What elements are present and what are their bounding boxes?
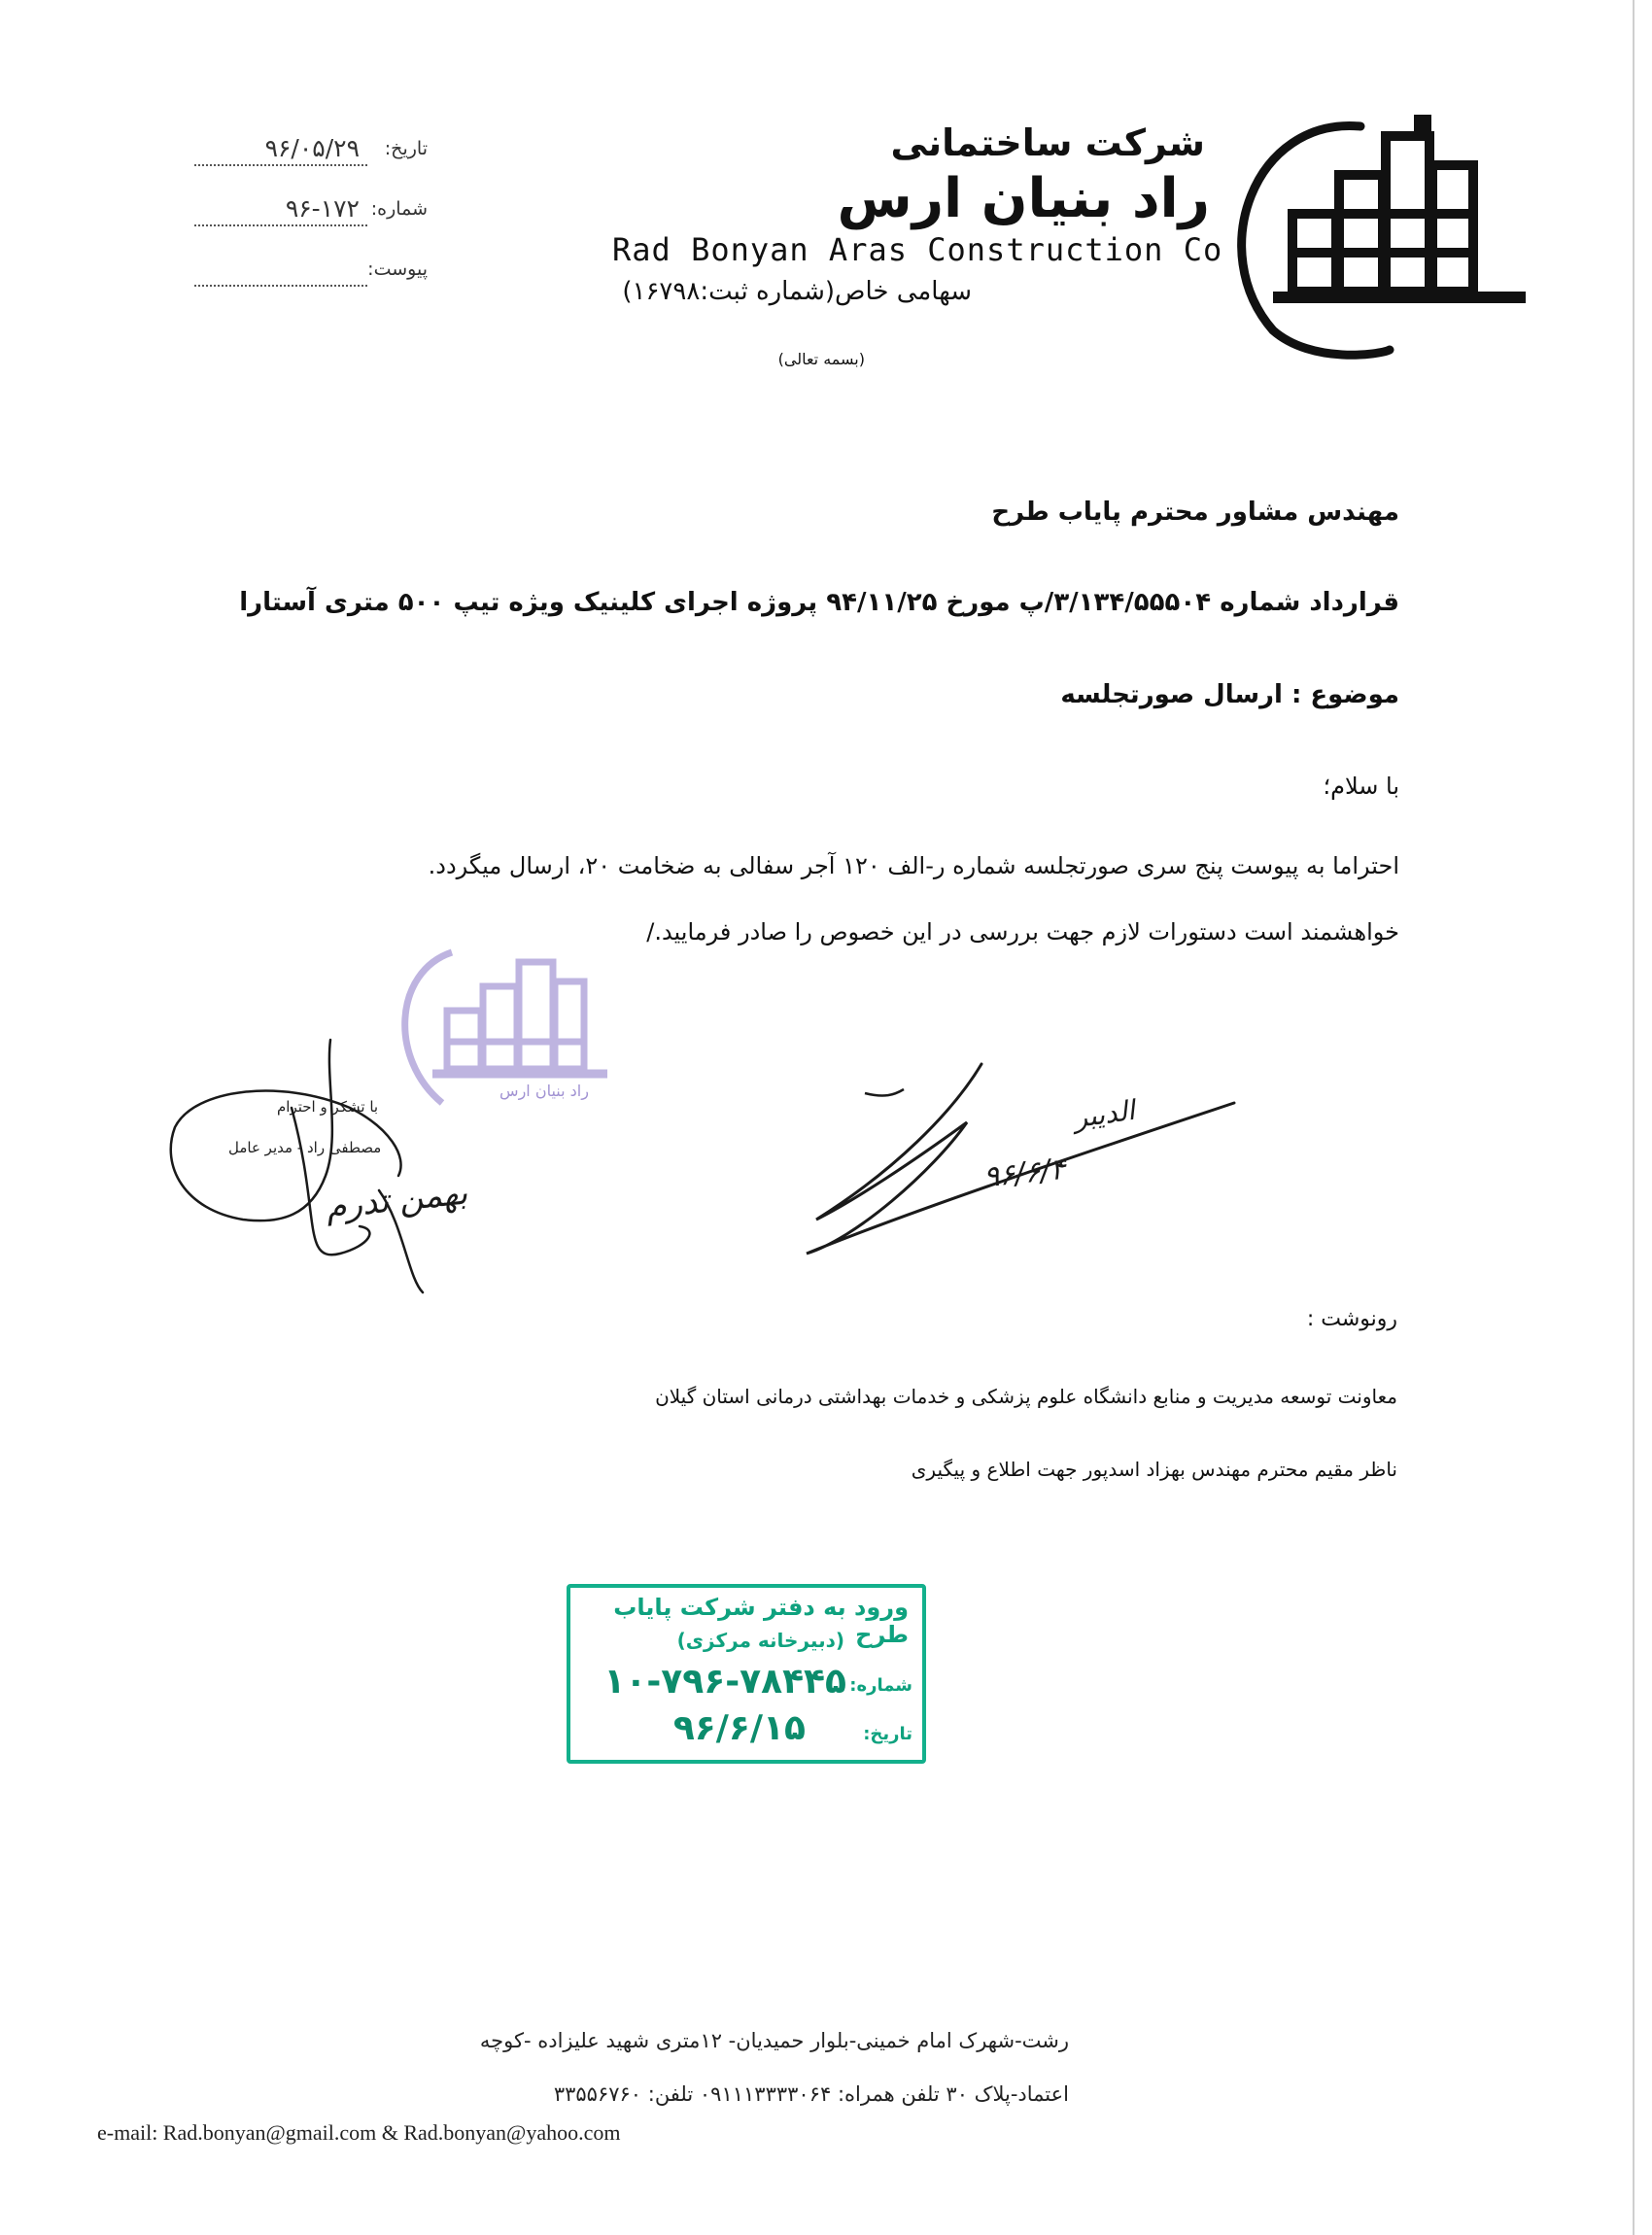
company-title-line2: راد بنیان ارس	[837, 167, 1210, 230]
footer-address-line1: رشت-شهرک امام خمینی-بلوار حمیدیان- ۱۲متری شهید علیزاده -کوچه	[479, 2029, 1069, 2052]
stamp-number-value: ۱۰-۷۹۶-۷۸۴۴۵	[603, 1662, 846, 1702]
stamp-date-label: تاریخ:	[863, 1724, 912, 1744]
stamp-date-value: ۹۶/۶/۱۵	[672, 1708, 806, 1748]
subject-line: موضوع : ارسال صورتجلسه	[1060, 680, 1399, 709]
number-value: ۹۶-۱۷۲	[285, 194, 360, 223]
company-registration: سهامی خاص(شماره ثبت:۱۶۷۹۸)	[622, 277, 972, 306]
handwritten-name: بهمن تدرم	[324, 1173, 469, 1227]
date-value: ۹۶/۰۵/۲۹	[264, 134, 360, 162]
signature-right-date: ۹۶/۶/۴	[981, 1152, 1068, 1195]
footer-address-line2: اعتماد-پلاک ۳۰ تلفن همراه: ۰۹۱۱۱۳۳۳۳۰۶۴ تلفن: ۳۳۵۵۶۷۶۰	[553, 2082, 1069, 2106]
scan-edge-line	[1633, 0, 1635, 2235]
basmala: (بسمه تعالی)	[777, 350, 865, 368]
signature-closing: با تشکر و احترام	[277, 1098, 379, 1116]
number-label: شماره:	[370, 198, 428, 220]
body-line-2: خواهشمند است دستورات لازم جهت بررسی در این خصوص را صادر فرمایید./	[646, 918, 1399, 946]
number-dotted-line	[194, 224, 367, 226]
copies-line-1: معاونت توسعه مدیریت و منابع دانشگاه علوم پزشکی و خدمات بهداشتی درمانی استان گیلان	[655, 1385, 1397, 1408]
footer-email: e-mail: Rad.bonyan@gmail.com & Rad.bonyan@yahoo.com	[97, 2120, 621, 2145]
handwritten-signature-left	[155, 1020, 583, 1312]
number-row	[194, 194, 428, 233]
stamp-subtitle: (دبیرخانه مرکزی)	[676, 1629, 844, 1652]
signature-right-note: الدیبر	[1072, 1093, 1137, 1135]
seal-text: راد بنیان ارس	[499, 1082, 589, 1100]
contract-line: قرارداد شماره ۳/۱۳۴/۵۵۵۰۴/پ مورخ ۹۴/۱۱/۲۵ پروژه اجرای کلینیک ویژه تیپ ۵۰۰ متری آستارا	[239, 588, 1399, 617]
copies-line-2: ناظر مقیم محترم مهندس بهزاد اسدپور جهت اطلاع و پیگیری	[911, 1458, 1397, 1481]
copies-label: رونوشت :	[1306, 1307, 1397, 1331]
recipient: مهندس مشاور محترم پایاب طرح	[991, 498, 1399, 527]
greeting: با سلام؛	[1323, 773, 1399, 800]
attachment-label: پیوست:	[367, 258, 428, 280]
company-english-name: Rad Bonyan Aras Construction Co	[612, 231, 1223, 268]
signature-name-title: مصطفی راد - مدیر عامل	[228, 1139, 382, 1156]
company-logo	[1215, 107, 1545, 369]
date-label: تاریخ:	[384, 138, 428, 159]
attachment-row	[194, 255, 428, 293]
body-line-1: احتراما به پیوست پنج سری صورتجلسه شماره ر-الف ۱۲۰ آجر سفالی به ضخامت ۲۰، ارسال میگردد.	[428, 852, 1399, 879]
receipt-stamp	[567, 1584, 926, 1764]
attachment-dotted-line	[194, 285, 367, 287]
date-dotted-line	[194, 164, 367, 166]
date-row	[194, 134, 428, 173]
stamp-number-label: شماره:	[849, 1675, 912, 1696]
company-title-line1: شرکت ساختمانی	[890, 121, 1205, 164]
stamp-title: ورود به دفتر شرکت پایاب طرح	[613, 1594, 909, 1648]
